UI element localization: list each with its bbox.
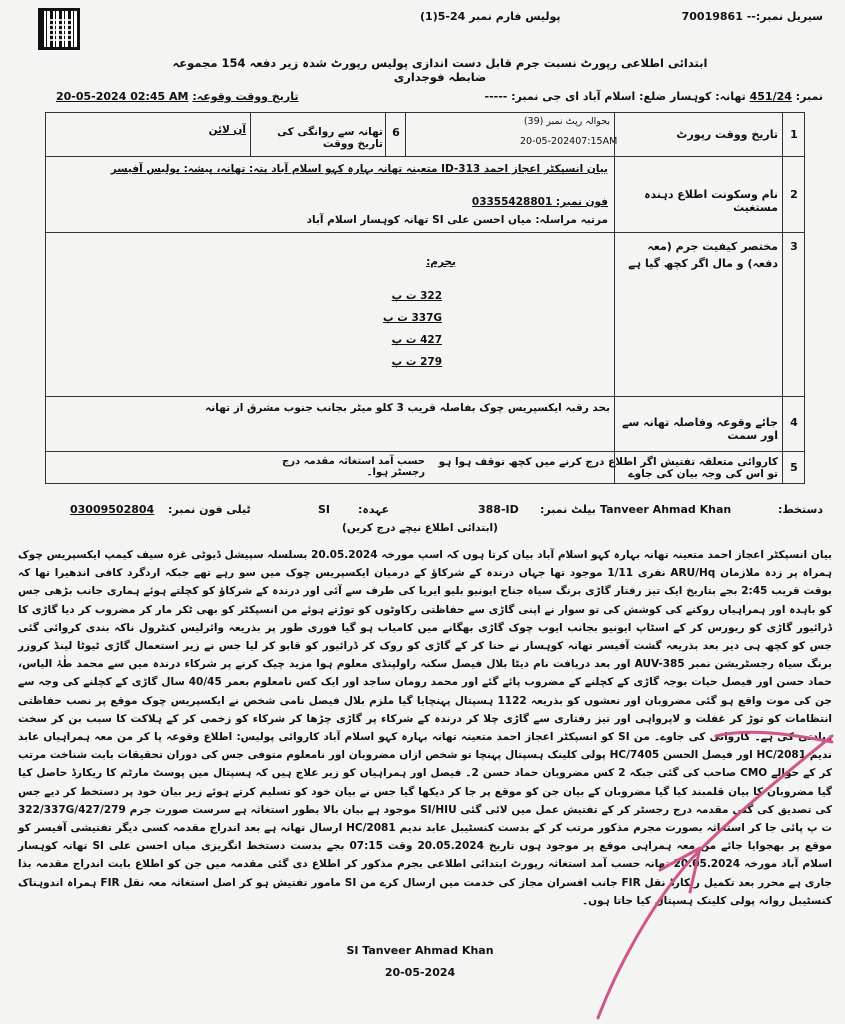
row4-number: 4 [790,416,798,429]
row6-question: تھانہ سے روانگی کی تاریخ ووقت [277,126,383,150]
footer-signature-name: SI Tanveer Ahmad Khan [346,944,494,957]
officer-name: Tanveer Ahmad Khan [600,503,732,516]
row1-datetime: 20-05-202407:15AM [520,136,618,147]
row5-value: حسب آمد استغاثہ مقدمہ درج رجسٹر ہوا۔ [282,456,425,478]
fir-no: 451/24 [749,90,792,103]
belt-label: بیلٹ نمبر: [540,503,596,516]
row2-complainant: بیان انسپکٹر اعجاز احمد ID-313 متعینہ تھانہ بہارہ کہو اسلام آباد پتہ: تھانہ، پیشہ: پولیس آفیسر [110,163,608,175]
crime-section-4: 279 ت پ [391,356,442,368]
crime-section-2: 337G ت پ [383,312,442,324]
phone-label: ٹیلی فون نمبر: [168,503,251,516]
ig-no: ای جی نمبر: ----- [484,90,579,103]
row2-question: نام وسکونت اطلاع دہندہ مستغیث [644,188,778,214]
pen-arrow-shaft [598,736,832,1018]
row5-question: کاروائی متعلقہ تفتیش اگر اطلاع درج کرنے میں کچھ توقف ہوا ہو تو اس کی وجہ بیان کی جاوے [438,456,778,480]
row1-number: 1 [790,128,798,141]
row5-number: 5 [790,461,798,474]
row6-answer: آن لائن [208,124,246,136]
belt-number: 388-ID [478,503,519,516]
crime-section-3: 427 ت پ [391,334,442,346]
pen-stroke [716,732,832,742]
crime-section-1: 322 ت پ [391,290,442,302]
phone-number: 03009502804 [70,503,155,516]
footer-signature-date: 20-05-2024 [384,966,456,979]
row6-num: 6 [392,126,400,139]
row2-drafted-by: مرتبہ مراسلہ: میاں احسن علی SI تھانہ کوہسار اسلام آباد [306,214,608,226]
rank-label: عہدہ: [358,503,390,516]
row2-phone: فون نمبر: 03355428801 [471,196,608,208]
row4-location: بحد رقبہ ایکسپریس چوک بفاصلہ قریب 3 کلو میٹر بجانب جنوب مشرق از تھانہ [205,402,610,414]
police-station: تھانہ: کوہسار [670,90,746,103]
form-number: پولیس فارم نمبر 24-5(1) [420,10,561,23]
date-time-label: تاریخ ووقت وقوعہ: [192,90,299,103]
narrative-heading: (ابتدائی اطلاع نیچے درج کریں) [342,522,498,534]
row3-number: 3 [790,240,798,253]
row4-question: جائے وقوعہ وفاصلہ تھانہ سے اور سمت [622,416,778,442]
row1-question: تاریخ ووقت رپورٹ [676,128,778,141]
row3-crime-label: بجرم: [426,256,456,268]
row1-ref: بحوالہ رپٹ نمبر (39) [523,116,610,127]
document-title: ابتدائی اطلاعی رپورٹ نسبت جرم قابل دست اندازی پولیس رپورٹ شدہ زیر دفعہ 154 مجموعہ ضابطہ فوجداری [172,56,708,84]
fir-narrative: بیان انسپکٹر اعجاز احمد متعینہ تھانہ بہارہ کہو اسلام آباد بیان کرتا ہوں کہ اسپ مورخہ 20.05.2024 بسلسلہ سپیشل ڈیوٹی غزہ سیف کیمپ ایکسپریس چوک ہمراہ پر زدہ ملازمان ARU/Hq نفری 1/11 موجود تھا جہاں درندہ کے شرکاؤ کے درمیان ایکسپریس چوک میں سو رہے تھے جبکہ اردگرد کافی اندھیرا تھا کہ بوقت قریب 2:45 بجے بتاریخ ایک تیز رفتار گاڑی برنگ سیاہ جناح ایونیو بلیو ایریا کی طرف سے آئی اور درندہ کے شرکاؤ کو کچلتے ہوئے ہماری جانب بڑھی جس کو باہدہ اور ہمراہیاں روکنے کی کوشش کی تو سوار نے اپنی گاڑی سے حفاظتی رکاوٹوں کو توڑتے ہوئے من انسپکٹر کو بھی ٹکر مار کر مضروب کر دیا گاڑی کا ڈرائیور گاڑی کو ریورس کر کے اسٹاپ ایونیو بجانب ایوب چوک گاڑی بھگانے میں کامیاب ہو گیا فوری طور پر بذریعہ وائرلیس کنٹرول ناکہ بندی کروائی گئی جس کو کچھ ہی دیر بعد بذریعہ گشت آفیسر تھانہ کوہسار نے حنا کر کے گاڑی کو روک کر ڈرائیور کو قابو کر لیا جس نے زیر استعمال گاڑی ٹیوٹا لینڈ کروزر برنگ سیاہ رجسٹریشن نمبر AUV-385 اور بعد دریافت نام دیٹا بلال فیصل سکنہ راولپنڈی معلوم ہوا مزید چیک کرنے پر شرکاء درندہ میں سے محمد طٰہٰ الیاس، حماد حسن اور فیصل حیات بوجہ گاڑی کے کچلنے کے مضروب پائے گئے اور محمد رومان ساجد اور ایک کس نامعلوم بعمر 40/45 سال گاڑی کے کچلنے کی وجہ سے جن کی موت واقع ہو گئی مضروبان اور نعشوں کو بذریعہ 1122 ہسپتال پہنچایا گیا ملزم بلال فیصل نامی شخص نے ایکسپریس چوک موقع پر نصب حفاظتی انتظامات کو توڑ کر غفلت و لاپرواہی اور تیز رفتاری سے گاڑی چلا کر درندہ کے شرکاء پر گاڑی چڑھا کر شرکاء کو زخمی کر کے ہلاکت کا سبب بن کر سخت زیادتی کی ہے۔ کاروائی کی جاوے۔ من SI کو انسپکٹر اعجاز احمد متعینہ تھانہ بہارہ کہو اسلام آباد کاروائی پولیس: اطلاع وقوعہ پا کر من معہ ہمراہیاں عابد ندیم HC/2081 اور فیصل الحسن HC/7405 پولی کلینک ہسپتال پہنچا تو شخص ازاں مضروبان اور نامعلوم متوفی جس کی دوران تحقیقات بابت شناخت مرتب کر کے حوالے CMO صاحب کی گئی جبکہ 2 کس مضروبان حماد حسن 2۔ فیصل اور ہمراہیاں کو زیر علاج ہیں کہ ہسپتال میں پوسٹ مارٹم کا ریکارڈ حاصل کیا گیا مضروبان کا بیان قلمبند کیا گیا مضروبان کے بیان جن کو موقع پر جا کر دیکھا گیا جس نے بیان خود کو تسلیم کرتے ہوئے زیر بیان خود پر دستخط کر دیے جس کی تصدیق کی گئی مقدمہ درج رجسٹر کر کے تفتیش عمل میں لائی گئی SI/HIU موجود ہے بیان بالا بطور استغاثہ ہے سرست صورت جرم 322/337G/427/279 ت پ پائی جا کر استغاثہ بصورت مجرم مذکور مرتب کر کے بدست کنسٹیبل عابد ندیم HC/2081 ارسال تھانہ ہے بعد اندراج مقدمہ کسی دیگر تفتیشی آفیسر کو موقع پر بھجوایا جائے من معہ ہمراہی موقع پر موجود ہوں تاریخ 20.05.2024 وقت 07:15 بجے بدست دستخط انگریزی میاں احسن علی SI تھانہ کوہسار اسلام آباد مورخہ 20.05.2024 تھانہ حسب آمد استغاثہ رپورٹ ابتدائی اطلاعی بجرم مذکور کر اطلاع دی گئی مقدمہ میں جن کو اطلاع بابت اندراج مقدمہ بذا جاری ہے محرر بعد تکمیل ریکارڈ نقل FIR جانب افسران مجاز کی خدمت میں ارسال کرے من SI مامور تفتیش ہو کر اصل استغاثہ معہ نقل FIR ہمراہ اندوہناک کنسٹیبل روانہ پولی کلینک ہسپتال کیا جاتا ہوں۔ [18,549,833,907]
row2-number: 2 [790,188,798,201]
signature-label: دستخط: [777,503,823,516]
row3-question: مختصر کیفیت جرم (معہ دفعہ) و مال اگر کچھ گیا ہے [628,240,778,270]
rank: SI [318,503,331,516]
serial-label: سیریل نمبر:-- [746,10,823,23]
district: ضلع: اسلام آباد [582,90,667,103]
incident-datetime: 20-05-2024 02:45 AM [56,90,189,103]
serial-number: 70019861 [681,10,743,23]
fir-no-label: نمبر: [795,90,823,103]
